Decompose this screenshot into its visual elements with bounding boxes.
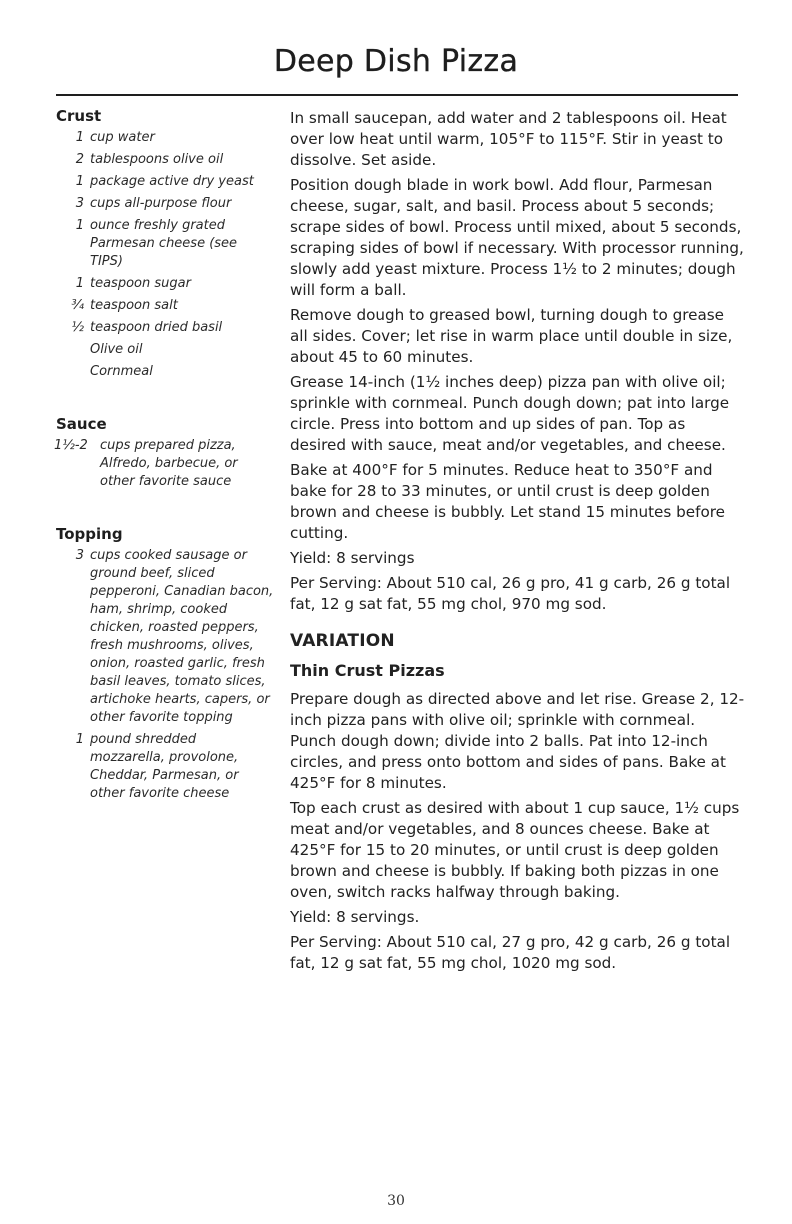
- ingredient-text: cups all-purpose flour: [90, 196, 232, 211]
- ingredient-item: [56, 173, 274, 191]
- variation-yield: Yield: 8 servings.: [290, 908, 420, 926]
- sauce-list: [56, 437, 274, 491]
- ingredient-qty: ¾: [71, 298, 84, 313]
- ingredient-text: Cornmeal: [90, 364, 153, 379]
- ingredient-item: [56, 319, 274, 337]
- title-rule: [56, 94, 738, 96]
- direction-paragraph: Grease 14-inch (1½ inches deep) pizza pan with olive oil; sprinkle with cornmeal. Punch dough down; pat into large circle. Press into bottom and up sides of pan. Top as desired with sauce, meat and/or vegetables, and cheese.: [290, 373, 730, 454]
- variation-nutrition: Per Serving: About 510 cal, 27 g pro, 42 g carb, 26 g total fat, 12 g sat fat, 55 mg chol, 1020 mg sod.: [290, 933, 731, 972]
- section-gap: [56, 385, 274, 415]
- variation-heading: VARIATION: [290, 631, 395, 651]
- ingredient-qty: 1: [75, 174, 84, 189]
- ingredient-item: [56, 275, 274, 293]
- ingredient-item: [56, 437, 274, 491]
- ingredient-item: [56, 341, 274, 359]
- ingredient-qty: 1: [75, 276, 84, 291]
- ingredient-item: [56, 297, 274, 315]
- ingredient-qty: 3: [75, 548, 84, 563]
- crust-list: [56, 129, 274, 381]
- ingredient-text: cups cooked sausage or ground beef, sliced pepperoni, Canadian bacon, ham, shrimp, cooked chicken, roasted peppers, fresh mushrooms, olives, onion, roasted garlic, fresh basil leaves, tomato slices, artichoke hearts, capers, or other favorite topping: [90, 548, 274, 725]
- ingredient-item: [56, 151, 274, 169]
- ingredient-qty: 1½-2: [54, 438, 88, 453]
- section-gap: [56, 495, 274, 525]
- variation-subheading: Thin Crust Pizzas: [290, 661, 445, 680]
- ingredient-item: [56, 217, 274, 271]
- variation-paragraph: Prepare dough as directed above and let rise. Grease 2, 12-inch pizza pans with olive oil; sprinkle with cornmeal. Punch dough down; divide into 2 balls. Pat into 12-inch circles, and press onto bottom and sides of pans. Bake at 425°F for 8 minutes.: [290, 690, 745, 792]
- ingredient-text: teaspoon dried basil: [90, 320, 223, 335]
- page-title: Deep Dish Pizza: [273, 44, 519, 79]
- variation-paragraph: Top each crust as desired with about 1 cup sauce, 1½ cups meat and/or vegetables, and 8 ounces cheese. Bake at 425°F for 15 to 20 minutes, or until crust is deep golden brown and cheese is bubbly. If baking both pizzas in one oven, switch racks halfway through baking.: [290, 799, 740, 901]
- page-number: 30: [387, 1193, 405, 1209]
- topping-heading: Topping: [56, 525, 123, 543]
- ingredient-text: tablespoons olive oil: [90, 152, 224, 167]
- topping-list: [56, 547, 274, 803]
- ingredient-text: teaspoon salt: [90, 298, 178, 313]
- direction-paragraph: In small saucepan, add water and 2 tablespoons oil. Heat over low heat until warm, 105°F to 115°F. Stir in yeast to dissolve. Set aside.: [290, 109, 727, 169]
- ingredients-column: [56, 107, 274, 807]
- yield-text: Yield: 8 servings: [290, 549, 415, 567]
- crust-heading: Crust: [56, 107, 102, 125]
- direction-paragraph: Bake at 400°F for 5 minutes. Reduce heat to 350°F and bake for 28 to 33 minutes, or until crust is deep golden brown and cheese is bubbly. Let stand 15 minutes before cutting.: [290, 461, 725, 542]
- ingredient-text: Olive oil: [90, 342, 143, 357]
- ingredient-qty: 1: [75, 218, 84, 233]
- ingredient-text: cups prepared pizza, Alfredo, barbecue, or other favorite sauce: [100, 438, 238, 489]
- ingredient-item: [56, 195, 274, 213]
- ingredient-text: pound shredded mozzarella, provolone, Cheddar, Parmesan, or other favorite cheese: [90, 732, 239, 801]
- ingredient-item: [56, 363, 274, 381]
- ingredient-text: cup water: [90, 130, 155, 145]
- ingredient-qty: ½: [71, 320, 84, 335]
- ingredient-item: [56, 547, 274, 727]
- ingredient-item: [56, 129, 274, 147]
- nutrition-text: Per Serving: About 510 cal, 26 g pro, 41 g carb, 26 g total fat, 12 g sat fat, 55 mg chol, 970 mg sod.: [290, 574, 731, 613]
- ingredient-qty: 2: [75, 152, 84, 167]
- directions-column: [290, 108, 745, 978]
- ingredient-text: package active dry yeast: [90, 174, 254, 189]
- direction-paragraph: Remove dough to greased bowl, turning dough to grease all sides. Cover; let rise in warm place until double in size, about 45 to 60 minutes.: [290, 306, 733, 366]
- ingredient-qty: 1: [75, 130, 84, 145]
- ingredient-qty: 3: [75, 196, 84, 211]
- sauce-heading: Sauce: [56, 415, 107, 433]
- ingredient-text: teaspoon sugar: [90, 276, 191, 291]
- ingredient-item: [56, 731, 274, 803]
- ingredient-text: ounce freshly grated Parmesan cheese (see TIPS): [90, 218, 238, 269]
- ingredient-qty: 1: [75, 732, 84, 747]
- direction-paragraph: Position dough blade in work bowl. Add flour, Parmesan cheese, sugar, salt, and basil. Process about 5 seconds; scrape sides of bowl. Process until mixed, about 5 seconds, scraping sides of bowl if necessary. With processor running, slowly add yeast mixture. Process 1½ to 2 minutes; dough will form a ball.: [290, 176, 744, 299]
